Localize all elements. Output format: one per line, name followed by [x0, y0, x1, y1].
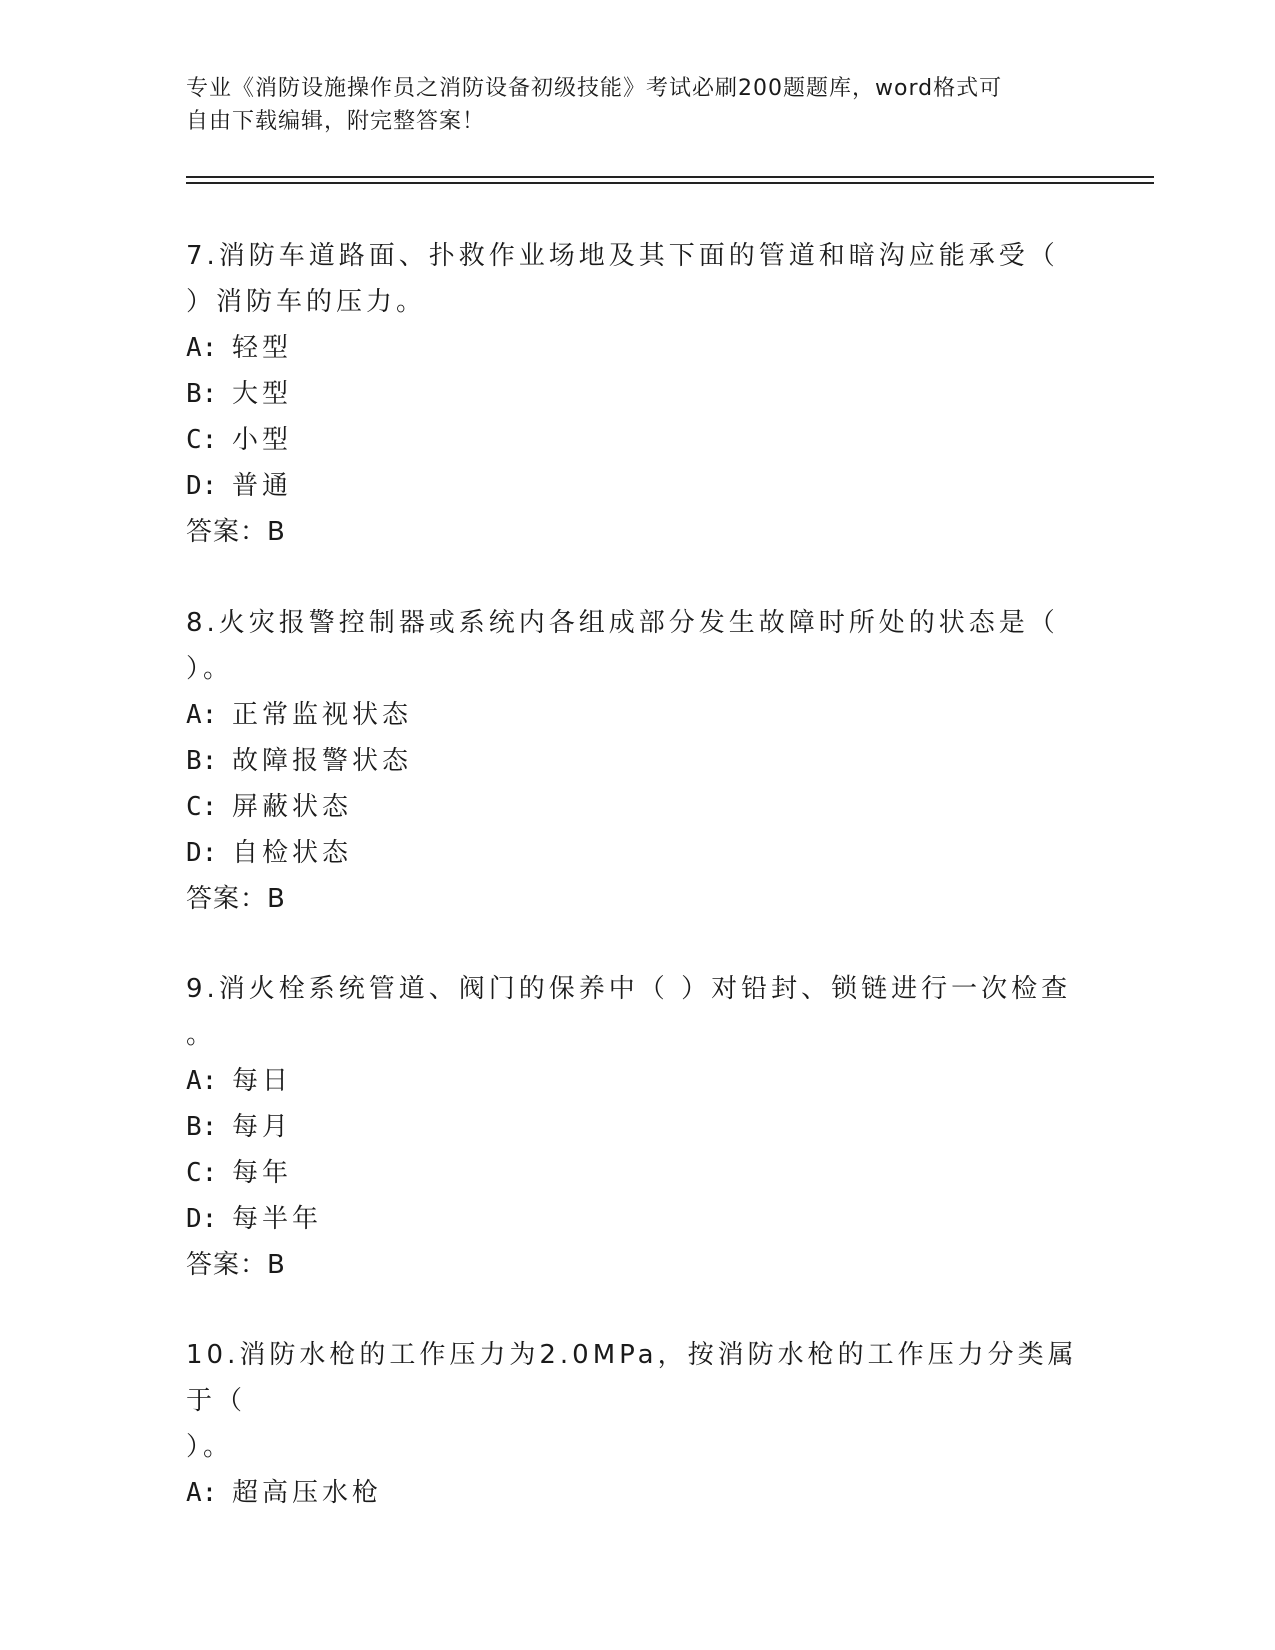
- option-key: D:: [186, 1204, 218, 1234]
- question-text-line-2: ）消防车的压力。: [186, 287, 427, 317]
- question-text-line-2: ）。: [186, 654, 234, 684]
- answer-line: 答案：B: [186, 884, 286, 914]
- question-7: [186, 233, 1086, 555]
- header-divider-top: [186, 176, 1154, 178]
- question-10: [186, 1332, 1086, 1516]
- option-c: [186, 1150, 1086, 1196]
- option-d: [186, 1196, 1086, 1242]
- question-text-line-1: 9.消火栓系统管道、阀门的保养中（ ）对铅封、锁链进行一次检查: [186, 974, 1072, 1004]
- option-a: [186, 1058, 1086, 1104]
- header-line-2: 自由下载编辑，附完整答案！: [186, 109, 486, 134]
- option-key: C:: [186, 792, 218, 822]
- question-text-line-1: 7.消防车道路面、扑救作业场地及其下面的管道和暗沟应能承受（: [186, 241, 1059, 271]
- option-text: 屏蔽状态: [232, 792, 353, 822]
- option-b: [186, 738, 1086, 784]
- option-a: [186, 692, 1086, 738]
- option-text: 普通: [232, 471, 293, 501]
- header-line-1: 专业《消防设施操作员之消防设备初级技能》考试必刷200题题库，word格式可: [186, 76, 1003, 101]
- option-key: C:: [186, 425, 218, 455]
- option-text: 每年: [232, 1158, 293, 1188]
- option-d: [186, 463, 1086, 509]
- option-key: A:: [186, 700, 218, 730]
- option-text: 大型: [232, 379, 293, 409]
- option-text: 每日: [232, 1066, 293, 1096]
- option-c: [186, 417, 1086, 463]
- option-b: [186, 371, 1086, 417]
- option-text: 每半年: [232, 1204, 323, 1234]
- option-text: 每月: [232, 1112, 293, 1142]
- option-text: 故障报警状态: [232, 746, 413, 776]
- option-text: 轻型: [232, 333, 293, 363]
- header-divider-bottom: [186, 182, 1154, 184]
- question-text-line-2: ）。: [186, 1432, 234, 1462]
- answer-line: 答案：B: [186, 1250, 286, 1280]
- question-text-line-1: 8.火灾报警控制器或系统内各组成部分发生故障时所处的状态是（: [186, 608, 1059, 638]
- option-a: [186, 325, 1086, 371]
- option-text: 小型: [232, 425, 293, 455]
- option-key: A:: [186, 1066, 218, 1096]
- answer-line: 答案：B: [186, 517, 286, 547]
- option-key: B:: [186, 746, 218, 776]
- option-c: [186, 784, 1086, 830]
- option-a: [186, 1470, 1086, 1516]
- question-text-line-1: 10.消防水枪的工作压力为2.0MPa，按消防水枪的工作压力分类属于（: [186, 1340, 1078, 1416]
- option-key: A:: [186, 333, 218, 363]
- option-text: 超高压水枪: [232, 1478, 383, 1508]
- document-header: [186, 72, 1086, 138]
- option-key: B:: [186, 1112, 218, 1142]
- option-key: B:: [186, 379, 218, 409]
- question-9: [186, 966, 1086, 1288]
- option-key: A:: [186, 1478, 218, 1508]
- option-key: C:: [186, 1158, 218, 1188]
- option-b: [186, 1104, 1086, 1150]
- option-key: D:: [186, 838, 218, 868]
- question-8: [186, 600, 1086, 922]
- option-d: [186, 830, 1086, 876]
- option-key: D:: [186, 471, 218, 501]
- option-text: 自检状态: [232, 838, 353, 868]
- question-text-line-2: 。: [186, 1020, 217, 1050]
- option-text: 正常监视状态: [232, 700, 413, 730]
